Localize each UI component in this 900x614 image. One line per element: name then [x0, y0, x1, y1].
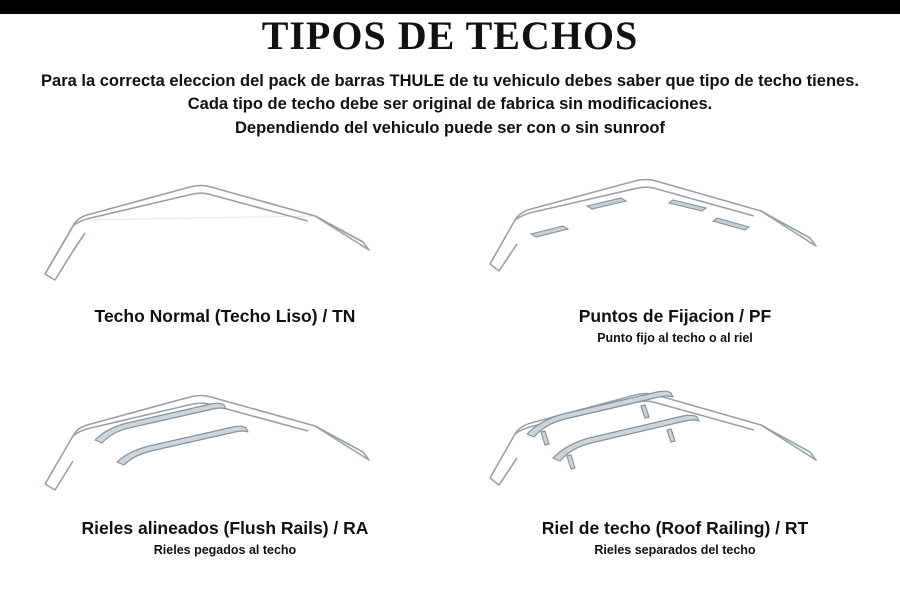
roof-type-card-techo-normal — [0, 154, 450, 366]
intro-line-2: Cada tipo de techo debe ser original de fabrica sin modificaciones. — [187, 95, 713, 114]
poster-root — [0, 14, 900, 614]
car-roof-flush-rails-icon — [15, 366, 435, 516]
caption-techo-normal — [95, 306, 356, 331]
caption-puntos-de-fijacion — [579, 306, 772, 346]
roof-type-card-rieles-alineados — [0, 366, 450, 578]
roof-type-label: Puntos de Fijacion / PF — [578, 306, 772, 327]
roof-type-card-puntos-de-fijacion — [450, 154, 900, 366]
intro-text — [0, 70, 900, 140]
car-roof-raised-railing-icon — [465, 366, 885, 516]
roof-types-grid — [0, 154, 900, 578]
roof-type-card-riel-de-techo — [450, 366, 900, 578]
roof-type-label: Techo Normal (Techo Liso) / TN — [94, 306, 356, 327]
intro-line-3: Dependiendo del vehiculo puede ser con o sin sunroof — [235, 118, 665, 137]
car-roof-fixpoints-icon — [465, 154, 885, 304]
roof-type-label: Riel de techo (Roof Railing) / RT — [541, 518, 809, 539]
caption-rieles-alineados — [82, 518, 369, 558]
roof-type-sublabel: Punto fijo al techo o al riel — [597, 331, 753, 346]
roof-type-sublabel: Rieles pegados al techo — [153, 543, 297, 558]
car-roof-plain-icon — [15, 154, 435, 304]
roof-type-label: Rieles alineados (Flush Rails) / RA — [81, 518, 369, 539]
caption-riel-de-techo — [542, 518, 808, 558]
intro-line-1: Para la correcta eleccion del pack de barras THULE de tu vehiculo debes saber que tipo de techo tienes. — [41, 72, 859, 90]
roof-type-sublabel: Rieles separados del techo — [594, 543, 756, 558]
page-title: TIPOS DE TECHOS — [261, 13, 639, 58]
